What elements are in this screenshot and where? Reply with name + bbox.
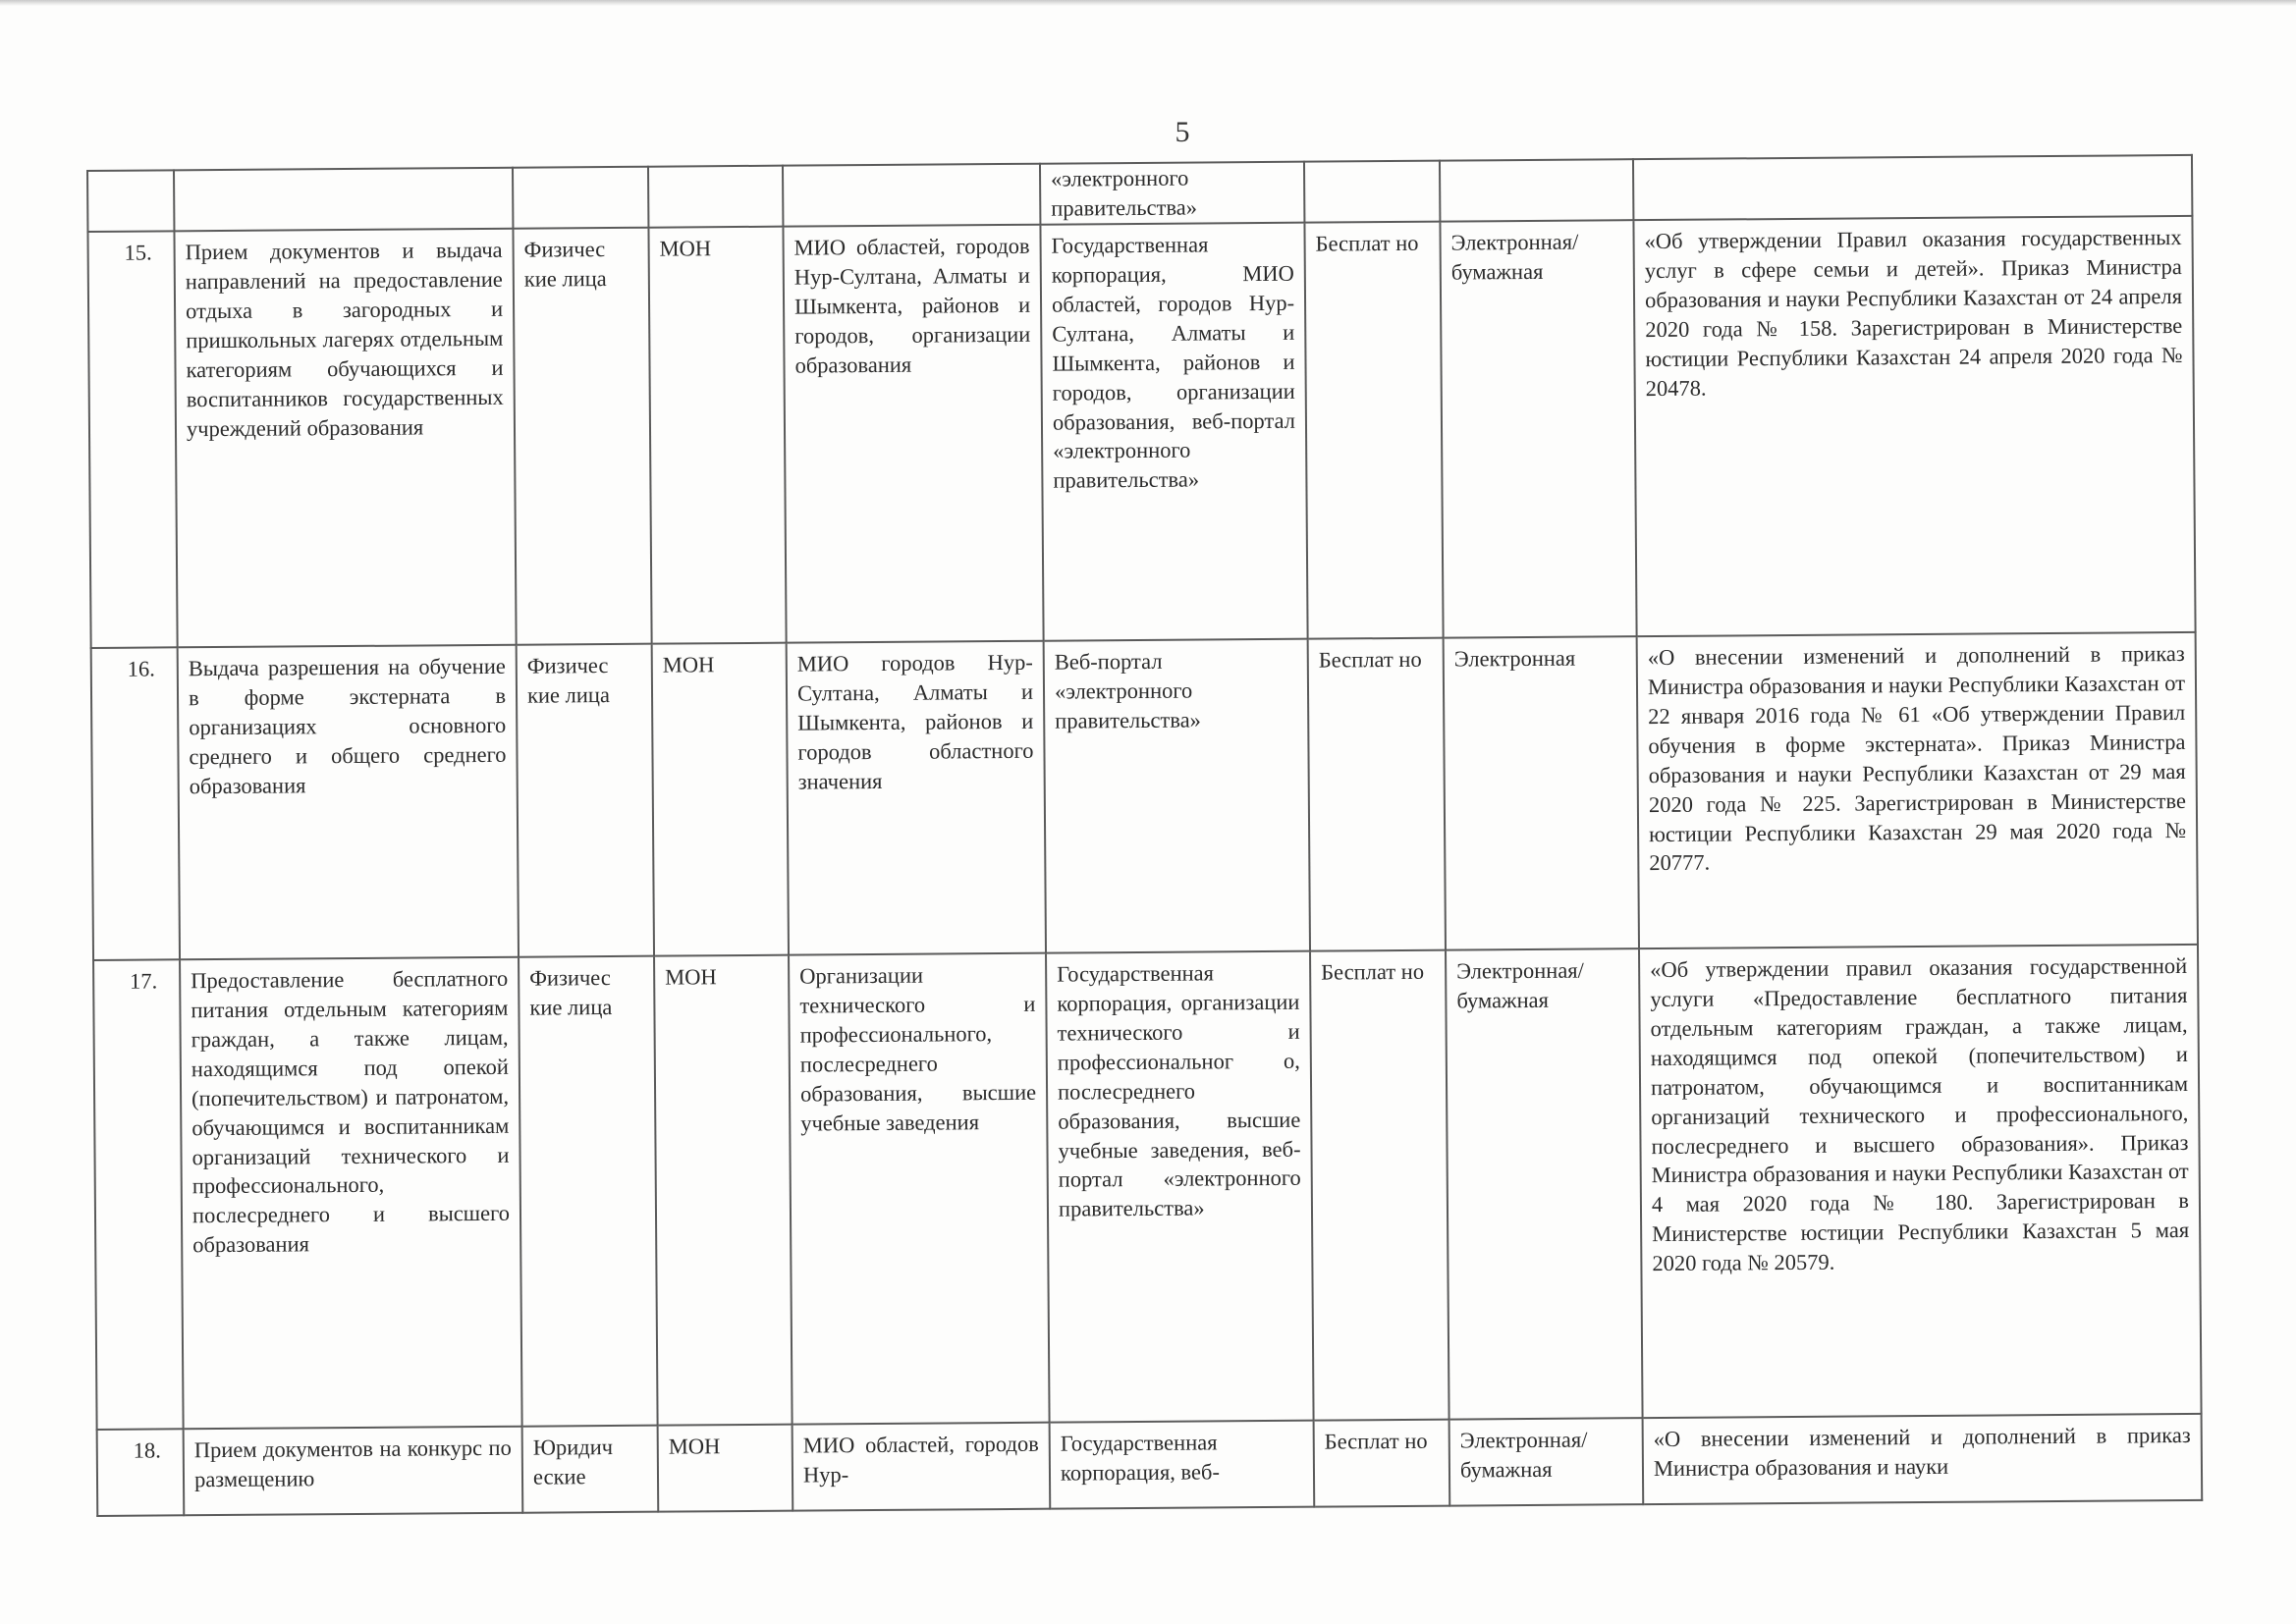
row-number: 18.	[97, 1429, 185, 1516]
table-row	[97, 1414, 2203, 1516]
cell-name	[174, 168, 513, 232]
service-provider: МИО городов Нур-Султана, Алматы и Шымкента, районов и городов областного значения	[787, 641, 1046, 955]
page-number: 5	[1175, 116, 1190, 148]
service-cost: Бесплат но	[1314, 1420, 1450, 1507]
cell-cost	[1304, 161, 1440, 223]
service-name: Прием документов на конкурс по размещению	[184, 1427, 523, 1516]
service-recipient: Физичес кие лица	[517, 644, 654, 957]
services-table-wrapper	[86, 154, 2201, 1515]
services-table	[86, 154, 2203, 1517]
scan-edge	[0, 0, 2296, 6]
service-provider: МИО областей, городов Нур-	[793, 1423, 1051, 1511]
service-ministry: МОН	[652, 643, 789, 956]
channel-text: «электронного правительства»	[1051, 165, 1198, 221]
row-number: 16.	[91, 647, 180, 960]
service-recipient: Физичес кие лица	[513, 228, 651, 645]
cell-provider	[783, 164, 1040, 227]
cell-form	[1440, 159, 1633, 221]
service-act: «Об утверждении Правил оказания государственных услуг в сфере семьи и детей». Приказ Министра образования и науки Республики Казахстан от 24 апреля 2020 года № 158. Зарегистрирован в Министерстве юстиции Республики Казахстан 24 апреля 2020 года № 20478.	[1633, 216, 2195, 636]
service-act: «Об утверждении правил оказания государственной услуги «Предоставление бесплатного питания отдельным категориям граждан, а также лицам, находящимся под опекой (попечительством) и патронатом, обучающимся и воспитанникам организаций технического и профессионального, послесреднего и высшего образования». Приказ Министра образования и науки Республики Казахстан от 4 мая 2020 года № 180. Зарегистрирован в Министерстве юстиции Республики Казахстан 5 мая 2020 года № 20579.	[1639, 945, 2202, 1418]
cell-act	[1633, 155, 2192, 220]
service-provider: МИО областей, городов Нур-Султана, Алматы и Шымкента, районов и городов, организации образования	[783, 225, 1043, 643]
service-channel: Государственная корпорация, организации технического и профессиональног о, послесреднего образования, высшие учебные заведения, веб-портал «электронного правительства»	[1046, 951, 1314, 1423]
service-cost: Бесплат но	[1304, 222, 1443, 639]
service-form: Электронная/ бумажная	[1446, 948, 1643, 1419]
service-channel: Государственная корпорация, МИО областей, городов Нур-Султана, Алматы и Шымкента, районов и городов, организации образования, веб-портал «электронного правительства»	[1040, 223, 1307, 641]
cell-ministry	[648, 166, 783, 228]
service-name: Выдача разрешения на обучение в форме экстерната в организациях основного среднего и общего среднего образования	[178, 645, 519, 960]
service-cost: Бесплат но	[1308, 638, 1446, 951]
service-form: Электронная/ бумажная	[1449, 1418, 1644, 1505]
service-form: Электронная/ бумажная	[1440, 220, 1636, 637]
service-form: Электронная	[1444, 636, 1639, 949]
cell-channel	[1040, 162, 1304, 225]
service-name: Предоставление бесплатного питания отдельным категориям граждан, а также лицам, находящимся под опекой (попечительством) и патронатом, обучающимся и воспитанникам организаций технического и профессионального, послесреднего и высшего образования	[180, 957, 522, 1430]
service-channel: Государственная корпорация, веб-	[1050, 1421, 1315, 1509]
service-provider: Организации технического и профессионального, послесреднего образования, высшие учебные заведения	[789, 953, 1050, 1425]
service-cost: Бесплат но	[1310, 950, 1449, 1421]
row-number: 15.	[87, 231, 177, 648]
service-ministry: МОН	[648, 227, 786, 644]
service-ministry: МОН	[658, 1425, 793, 1512]
table-row	[93, 945, 2202, 1430]
cell-num	[87, 170, 174, 232]
service-act: «О внесении изменений и дополнений в приказ Министра образования и науки Республики Казахстан от 22 января 2016 года № 61 «Об утверждении Правил обучения в форме экстерната». Приказ Министра образования и науки Республики Казахстан от 29 мая 2020 года № 225. Зарегистрирован в Министерстве юстиции Республики Казахстан 29 мая 2020 года № 20777.	[1637, 632, 2198, 948]
cell-recipient	[513, 167, 648, 229]
service-act: «О внесении изменений и дополнений в приказ Министра образования и науки	[1643, 1414, 2203, 1504]
service-ministry: МОН	[654, 955, 793, 1426]
service-recipient: Физичес кие лица	[519, 956, 658, 1427]
table-row	[91, 632, 2198, 960]
service-recipient: Юридич еские	[522, 1426, 659, 1513]
service-name: Прием документов и выдача направлений на предоставление отдыха в загородных и пришкольных лагерях отдельным категориям обучающихся и воспитанников государственных учреждений образования	[174, 229, 516, 648]
service-channel: Веб-портал «электронного правительства»	[1044, 639, 1310, 953]
row-number: 17.	[93, 959, 184, 1430]
table-row	[87, 216, 2195, 648]
